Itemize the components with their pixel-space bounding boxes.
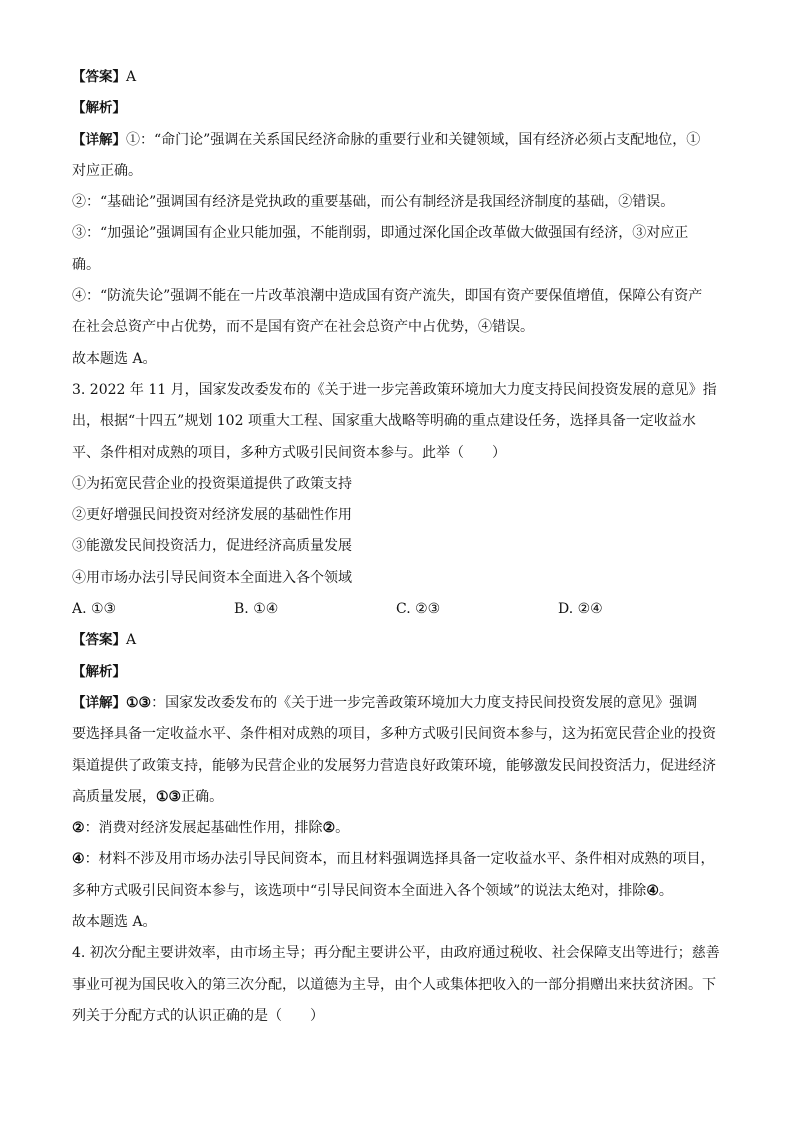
detail-line [72,125,724,156]
detail-line: 渠道提供了政策支持，能够为民营企业的发展努力营造良好政策环境，能够激发民间投资活力，促进经济 [72,757,716,774]
statement-1: ①为拓宽民营企业的投资渠道提供了政策支持 [72,475,352,492]
analysis-tag: 【解析】 [72,663,126,680]
analysis-heading [72,93,724,124]
conclusion: 故本题选 A。 [72,350,157,367]
conclusion: 故本题选 A。 [72,914,157,931]
point-4-text: ：材料不涉及用市场办法引导民间资本，而且材料强调选择具备一定收益水平、条件相对成熟的项目， [84,851,715,868]
point-3: ③：“加强论”强调国有企业只能加强，不能削弱，即通过深化国企改革做大做强国有经济，③对应正 [72,225,689,242]
question-4-stem: 4. 初次分配主要讲效率，由市场主导；再分配主要讲公平，由政府通过税收、社会保障支出等进行；慈善 [72,945,720,962]
point-4-end: 。 [658,882,673,899]
point-4-text: 多种方式吸引民间资本参与，该选项中“引导民间资本全面进入各个领域”的说法太绝对，排除 [72,882,647,899]
point-2: ②：“基础论”强调国有经济是党执政的重要基础，而公有制经济是我国经济制度的基础，②错误。 [72,194,675,211]
detail-line: 要选择具备一定收益水平、条件相对成熟的项目，多种方式吸引民间资本参与，这为拓宽民营企业的投资 [72,726,716,743]
detail-end-prefix: 高质量发展， [72,788,156,805]
detail-line: 对应正确。 [72,162,142,179]
point-2-marker: ② [72,820,85,837]
answer-options [72,594,724,625]
question-3-stem: 出，根据“十四五”规划 102 项重大工程、国家重大战略等明确的重点建设任务，选择具备一定收益水 [72,413,696,430]
detail-marker: ①③ [126,694,152,711]
detail-text: ：国家发改委发布的《关于进一步完善政策环境加大力度支持民间投资发展的意见》强调 [151,694,698,711]
answer-tag: 【答案】 [72,69,126,85]
point-4-end-marker: ④ [646,882,659,899]
statement-4: ④用市场办法引导民间资本全面进入各个领域 [72,569,352,586]
point-4: ④：“防流失论”强调不能在一片改革浪潮中造成国有资产流失，即国有资产要保值增值，保障公有资产 [72,288,703,305]
option-b: B. ①④ [234,601,279,618]
question-4-stem: 列关于分配方式的认识正确的是（ ） [72,1007,324,1024]
document-page [72,62,724,1032]
detail-tag: 【详解】 [72,694,126,711]
point-2-end-marker: ② [322,820,336,837]
answer-value: A [126,69,137,85]
option-c: C. ②③ [396,601,441,618]
option-d: D. ②④ [558,601,603,618]
point-2-text: ：消费对经济发展起基础性作用，排除 [84,820,323,837]
answer-line [72,62,724,93]
point-2 [72,813,724,844]
detail-line [72,782,724,813]
point-4-marker: ④ [72,851,85,868]
detail-text: ①：“命门论”强调在关系国民经济命脉的重要行业和关键领域，国有经济必须占支配地位，① [126,131,701,148]
point-4: 在社会总资产中占优势，而不是国有资产在社会总资产中占优势，④错误。 [72,319,534,336]
question-3-stem: 3. 2022 年 11 月，国家发改委发布的《关于进一步完善政策环境加大力度支持民间投资发展的意见》指 [72,381,717,398]
detail-tag: 【详解】 [72,131,126,148]
detail-end-suffix: 正确。 [181,788,224,805]
analysis-tag: 【解析】 [72,100,126,117]
answer-line [72,625,724,656]
statement-3: ③能激发民间投资活力，促进经济高质量发展 [72,538,352,555]
point-4 [72,876,724,907]
answer-value: A [126,632,137,649]
statement-2: ②更好增强民间投资对经济发展的基础性作用 [72,507,352,524]
point-3: 确。 [72,256,100,273]
option-a: A. ①③ [72,601,117,618]
answer-tag: 【答案】 [72,632,126,649]
point-2-end: 。 [335,820,350,837]
detail-end-marker: ①③ [156,788,182,805]
question-4-stem: 事业可视为国民收入的第三次分配，以道德为主导，由个人或集体把收入的一部分捐赠出来扶贫济困。下 [72,976,716,993]
analysis-heading [72,657,724,688]
point-4 [72,844,724,875]
question-3-stem: 平、条件相对成熟的项目，多种方式吸引民间资本参与。此举（ ） [72,444,506,461]
detail-line [72,688,724,719]
